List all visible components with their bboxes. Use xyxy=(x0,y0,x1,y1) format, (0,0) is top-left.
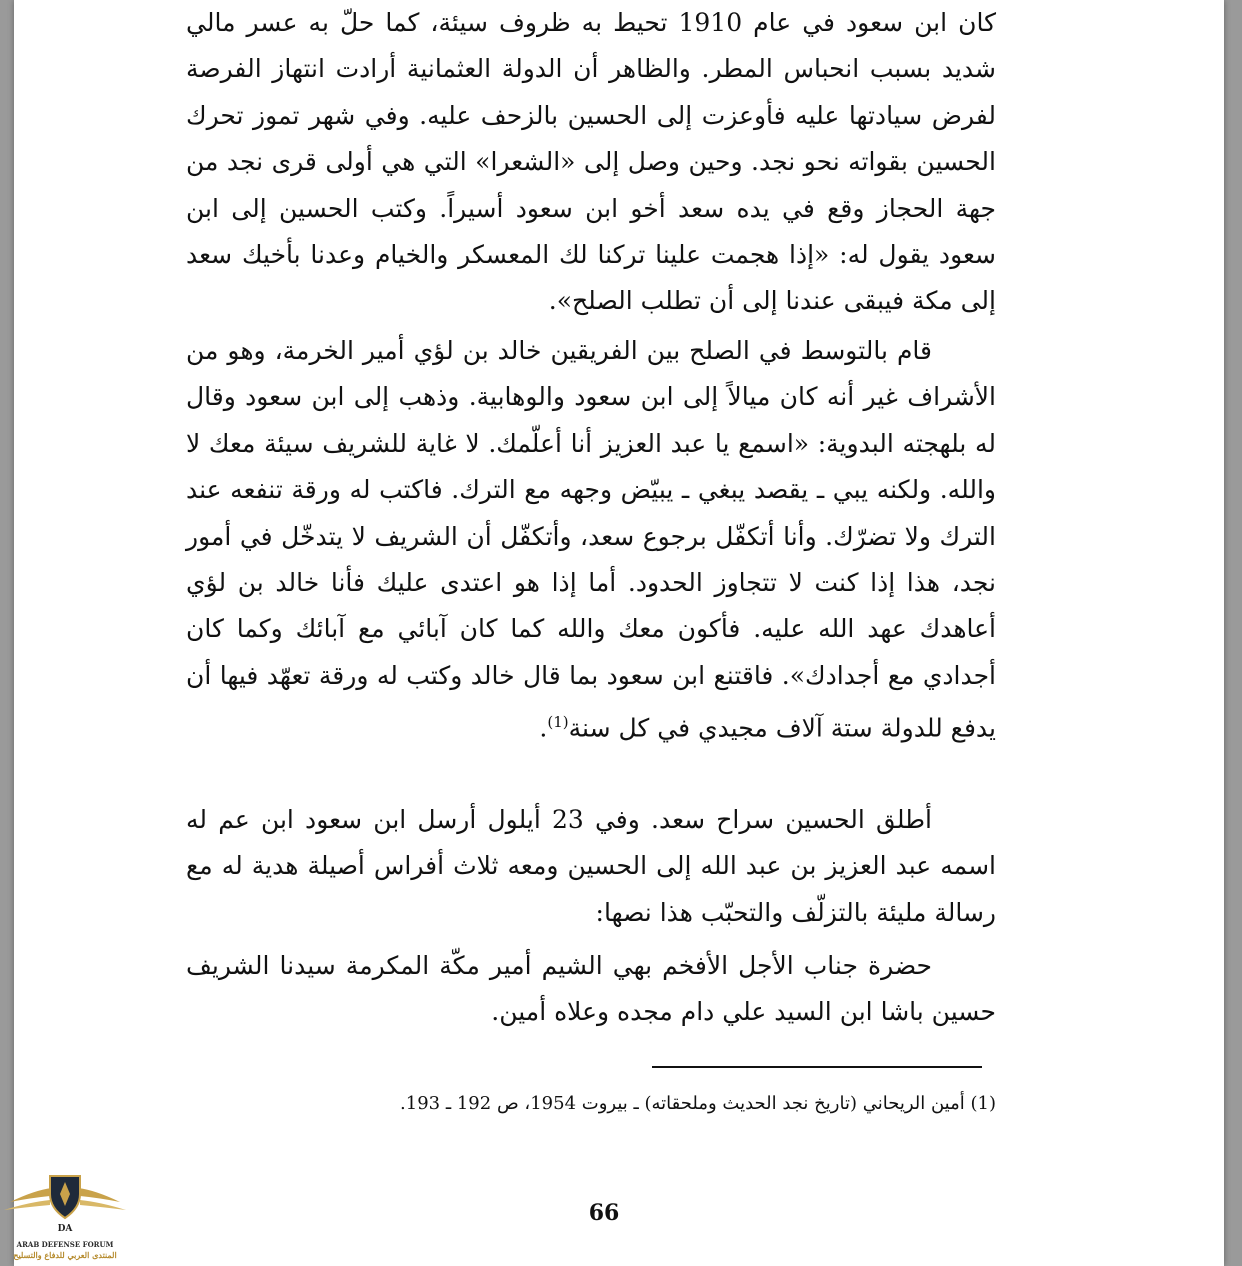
paragraph-2-text: قام بالتوسط في الصلح بين الفريقين خالد بن لؤي أمير الخرمة، وهو من الأشراف غير أنه كان ميالاً إلى ابن سعود والوهابية. وذهب إلى ابن سعود وقال له بلهجته البدوية: «اسمع يا عبد العزيز أنا أعلّمك. لا غاية للشريف سيئة معك لا والله. ولكنه يبي ـ يقصد يبغي ـ يبيّض وجهه مع الترك. فاكتب له ورقة تنفعه عند الترك ولا تضرّك. وأنا أتكفّل برجوع سعد، وأتكفّل أن الشريف لا يتدخّل في أمور نجد، هذا إذا كنت لا تتجاوز الحدود. أما إذا هو اعتدى عليك فأنا خالد بن لؤي أعاهدك عهد الله عليه. فأكون معك والله كما كان آبائي مع آبائك وكما كان أجدادي مع أجدادك». فاقتنع ابن سعود بما قال خالد وكتب له ورقة تعهّد فيها أن يدفع للدولة ستة آلاف مجيدي في كل سنة$^{(1)}$. xyxy=(186,336,996,743)
shield-wings-icon xyxy=(0,1172,130,1232)
watermark-english: ARAB DEFENSE FORUM xyxy=(16,1240,114,1249)
paragraph-3-body: أطلق الحسين سراح سعد. وفي 23 أيلول أرسل ابن سعود ابن عم له اسمه عبد العزيز بن عبد الله إلى الحسين ومعه ثلاث أفراس أصيلة هدية له مع رسالة مليئة بالتزلّف والتحبّب هذا نصها: xyxy=(186,805,996,927)
footnote-reference: (1) xyxy=(547,713,569,732)
paragraph-3-text xyxy=(186,797,996,936)
footnote-divider xyxy=(652,1066,982,1068)
paragraph-2 xyxy=(186,328,996,752)
paragraph-1 xyxy=(186,0,996,325)
forum-watermark-logo xyxy=(0,1172,130,1266)
paragraph-4-text xyxy=(186,943,996,1036)
paragraph-4 xyxy=(186,943,996,1036)
watermark-initials: DA xyxy=(57,1224,73,1234)
footnote: (1) أمين الريحاني (تاريخ نجد الحديث وملحقاته) ـ بيروت 1954، ص 192 ـ 193. xyxy=(400,1093,996,1114)
page-number: 66 xyxy=(588,1200,620,1226)
watermark-arabic: المنتدى العربي للدفاع والتسليح xyxy=(13,1250,117,1260)
document-page xyxy=(14,0,1224,1266)
paragraph-4-body: حضرة جناب الأجل الأفخم بهي الشيم أمير مكّة المكرمة سيدنا الشريف حسين باشا ابن السيد علي دام مجده وعلاه أمين. xyxy=(186,951,996,1027)
paragraph-3 xyxy=(186,797,996,936)
paragraph-2-body: قام بالتوسط في الصلح بين الفريقين خالد بن لؤي أمير الخرمة، وهو من الأشراف غير أنه كان ميالاً إلى ابن سعود والوهابية. وذهب إلى ابن سعود وقال له بلهجته البدوية: «اسمع يا عبد العزيز أنا أعلّمك. لا غاية للشريف سيئة معك لا والله. ولكنه يبي ـ يقصد يبغي ـ يبيّض وجهه مع الترك. فاكتب له ورقة تنفعه عند الترك ولا تضرّك. وأنا أتكفّل برجوع سعد، وأتكفّل أن الشريف لا يتدخّل في أمور نجد، هذا إذا كنت لا تتجاوز الحدود. أما إذا هو اعتدى عليك فأنا خالد بن لؤي أعاهدك عهد الله عليه. فأكون معك والله كما كان آبائي مع آبائك وكما كان أجدادي مع أجدادك». فاقتنع ابن سعود بما قال خالد وكتب له ورقة تعهّد فيها أن يدفع للدولة ستة آلاف مجيدي في كل سنة xyxy=(186,336,996,743)
paragraph-1-text: كان ابن سعود في عام 1910 تحيط به ظروف سيئة، كما حلّ به عسر مالي شديد بسبب انحباس المطر. والظاهر أن الدولة العثمانية أرادت انتهاز الفرصة لفرض سيادتها عليه فأوعزت إلى الحسين بالزحف عليه. وفي شهر تموز تحرك الحسين بقواته نحو نجد. وحين وصل إلى «الشعرا» التي هي أولى قرى نجد من جهة الحجاز وقع في يده سعد أخو ابن سعود أسيراً. وكتب الحسين إلى ابن سعود يقول له: «إذا هجمت علينا تركنا لك المعسكر والخيام وعدنا بأخيك سعد إلى مكة فيبقى عندنا إلى أن تطلب الصلح». xyxy=(186,8,997,316)
